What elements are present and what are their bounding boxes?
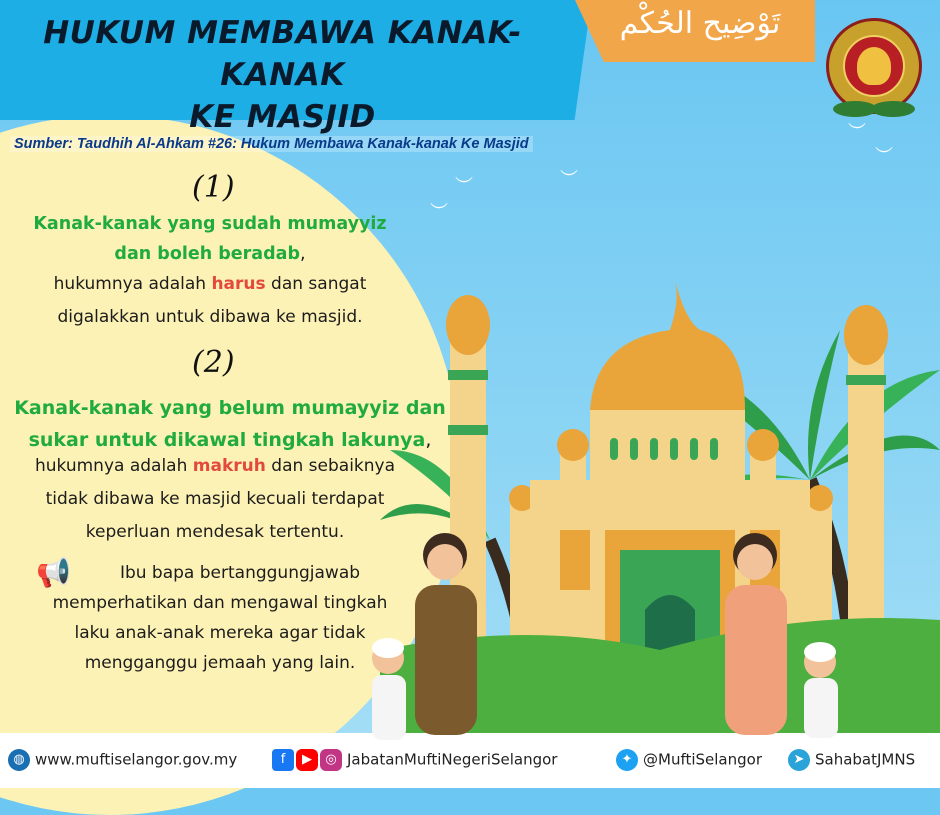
point-2-highlight <box>0 392 460 456</box>
bird-icon: ︶ <box>875 146 893 167</box>
family-illustration <box>360 530 860 740</box>
point-number-2: (2) <box>192 345 235 380</box>
title-line-2: KE MASJID <box>189 99 376 135</box>
globe-icon: ◍ <box>8 749 30 771</box>
telegram-handle: SahabatJMNS <box>815 750 916 769</box>
bird-icon: ︶ <box>430 202 448 223</box>
point-2-highlight-line-2: sukar untuk dikawal tingkah lakunya <box>28 429 426 451</box>
social-handle: JabatanMuftiNegeriSelangor <box>347 750 558 769</box>
facebook-icon[interactable]: f <box>272 749 294 771</box>
ruling-makruh: makruh <box>192 456 266 476</box>
source-citation: Sumber: Taudhih Al-Ahkam #26: Hukum Membawa Kanak-kanak Ke Masjid <box>10 136 533 152</box>
bird-icon: ︶ <box>848 122 866 143</box>
point-2-ruling-prefix: hukumnya adalah <box>34 456 193 476</box>
point-2-line-4: tidak dibawa ke masjid kecuali terdapat <box>45 489 385 509</box>
point-2-ruling-suffix: dan sebaiknya <box>265 456 396 476</box>
twitter-link[interactable] <box>616 749 762 771</box>
child-left-figure <box>372 638 406 740</box>
megaphone-icon: 📢 <box>36 556 71 589</box>
page-title <box>0 12 565 138</box>
website-link[interactable] <box>8 749 237 771</box>
bird-icon: ︶ <box>560 169 578 190</box>
bird-icon: ︶ <box>455 176 473 197</box>
telegram-icon: ➤ <box>788 749 810 771</box>
note-line-4: mengganggu jemaah yang lain. <box>84 653 356 673</box>
point-1-highlight-line-1: Kanak-kanak yang sudah mumayyiz <box>33 214 387 234</box>
point-2-highlight-line-1: Kanak-kanak yang belum mumayyiz dan <box>14 397 446 419</box>
point-2-line-5: keperluan mendesak tertentu. <box>85 522 345 542</box>
point-1-line-4: digalakkan untuk dibawa ke masjid. <box>57 307 363 327</box>
point-1-ruling-prefix: hukumnya adalah <box>53 274 212 294</box>
title-line-1: HUKUM MEMBAWA KANAK-KANAK <box>43 15 522 93</box>
child-right-figure <box>804 642 838 738</box>
point-1-comma: , <box>299 244 306 264</box>
note-line-3: laku anak-anak mereka agar tidak <box>74 623 366 643</box>
ruling-harus: harus <box>211 274 266 294</box>
arabic-title: تَوْضِيح الحُكْم <box>619 6 781 41</box>
point-1-highlight <box>10 209 410 269</box>
point-number-1: (1) <box>192 170 235 205</box>
twitter-handle: @MuftiSelangor <box>643 750 762 769</box>
mother-figure <box>725 533 787 735</box>
point-1-ruling-suffix: dan sangat <box>265 274 367 294</box>
telegram-link[interactable] <box>788 749 915 771</box>
note-line-2: memperhatikan dan mengawal tingkah <box>52 593 388 613</box>
note-line-1: Ibu bapa bertanggungjawab <box>119 563 361 583</box>
website-text: www.muftiselangor.gov.my <box>35 750 238 769</box>
jmns-logo <box>826 18 922 114</box>
point-2-body <box>10 450 420 549</box>
youtube-icon[interactable]: ▶ <box>296 749 318 771</box>
point-1-highlight-line-2: dan boleh beradab <box>114 244 300 264</box>
twitter-icon: ✦ <box>616 749 638 771</box>
instagram-icon[interactable]: ◎ <box>320 749 342 771</box>
point-1-body <box>10 268 410 334</box>
father-figure <box>415 533 477 735</box>
point-2-comma: , <box>425 429 432 451</box>
social-links[interactable] <box>272 749 557 771</box>
